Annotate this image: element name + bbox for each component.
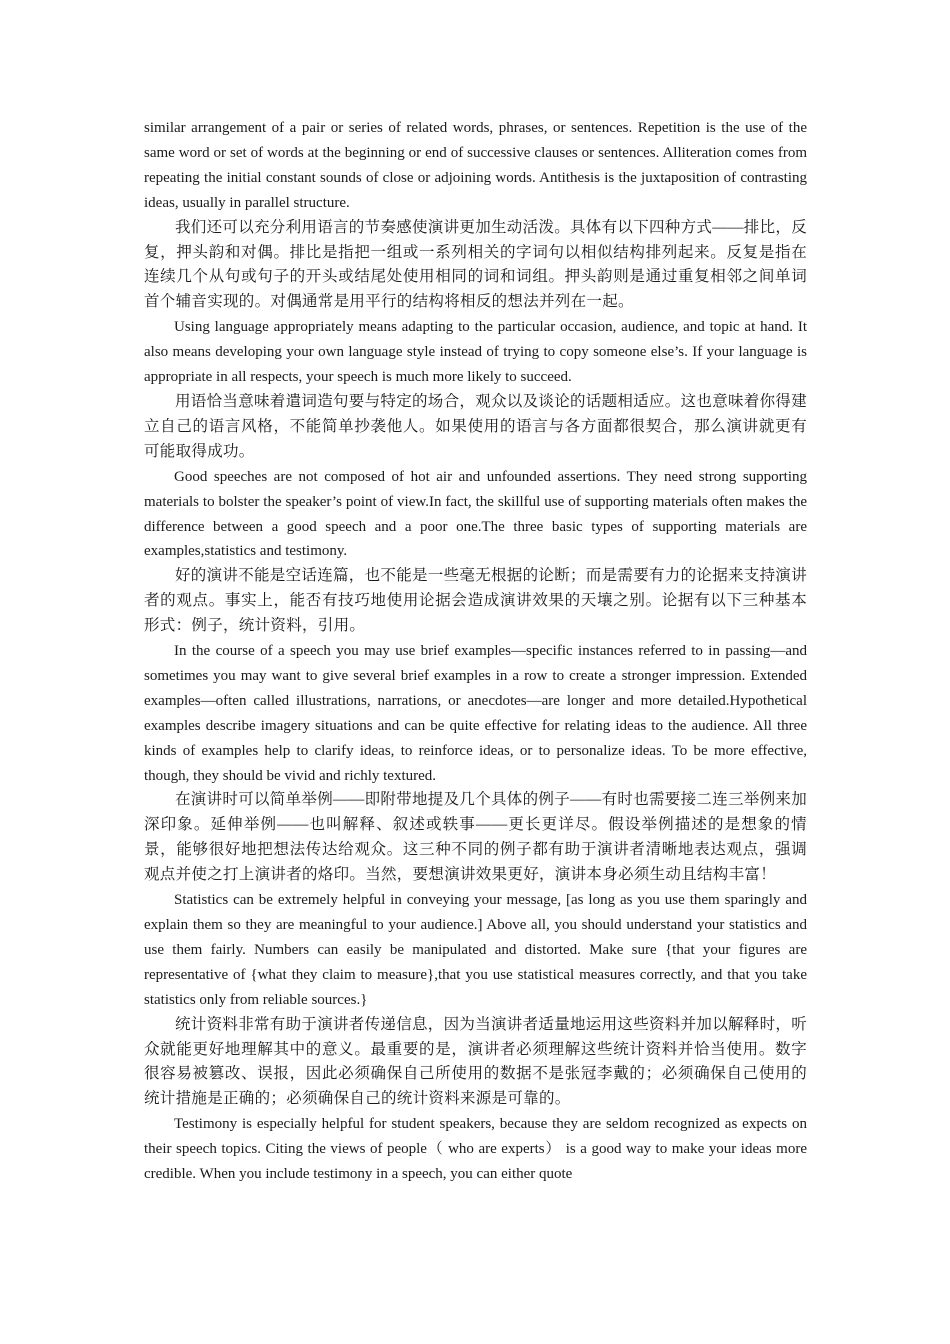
paragraph-examples-zh: 在演讲时可以简单举例——即附带地提及几个具体的例子——有时也需要接二连三举例来加深印象。延伸举例——也叫解释、叙述或轶事——更长更详尽。假设举例描述的是想象的情景，能够很好地把想法传达给观众。这三种不同的例子都有助于演讲者清晰地表达观点，强调观点并使之打上演讲者的烙印。当然，要想演讲效果更好，演讲本身必须生动且结构丰富！ [144,791,808,884]
paragraph-examples-en: In the course of a speech you may use brief examples—specific instances referred to in passing—and sometimes you may want to give several brief examples in a row to create a stronger impression. Extended examples—often called illustrations, narrations, or anecdotes—are longer and more detailed.Hypothetical examples describe imagery situations and can be quite effective for relating ideas to the audience. All three kinds of examples help to clarify ideas, to reinforce ideas, or to personalize ideas. To be more effective, though, they should be vivid and richly textured. [144,643,807,784]
paragraph-supporting-materials-en: Good speeches are not composed of hot air and unfounded assertions. They need strong supporting materials to bolster the speaker’s point of view.In fact, the skillful use of supporting materials often makes the difference between a good speech and a poor one.The three basic types of supporting materials are examples,statistics and testimony. [144,468,807,560]
paragraph-appropriate-language-en: Using language appropriately means adapting to the particular occasion, audience, and topic at hand. It also means developing your own language style instead of trying to copy someone else’s. If your language is appropriate in all respects, your speech is much more likely to succeed. [144,319,807,386]
paragraph-testimony-en: Testimony is especially helpful for student speakers, because they are seldom recognized as expects on their speech topics. Citing the views of people（ who are experts） is a good way to make your ideas more credible. When you include testimony in a speech, you can either quote [144,1116,807,1183]
paragraph-statistics-en: Statistics can be extremely helpful in conveying your message, [as long as you use them sparingly and explain them so they are meaningful to your audience.] Above all, you should understand your statistics and use them fairly. Numbers can easily be manipulated and distorted. Make sure {that your figures are representative of {what they claim to measure},that you use statistical measures correctly, and that you take statistics only from reliable sources.} [144,892,807,1008]
paragraph-rhetoric-devices-zh: 我们还可以充分利用语言的节奏感使演讲更加生动活泼。具体有以下四种方式——排比，反复，押头韵和对偶。排比是指把一组或一系列相关的字词句以相似结构排列起来。反复是指在连续几个从句或句子的开头或结尾处使用相同的词和词组。押头韵则是通过重复相邻之间单词首个辅音实现的。对偶通常是用平行的结构将相反的想法并列在一起。 [144,218,808,311]
paragraph-supporting-materials-zh: 好的演讲不能是空话连篇，也不能是一些毫无根据的论断；而是需要有力的论据来支持演讲者的观点。事实上，能否有技巧地使用论据会造成演讲效果的天壤之别。论据有以下三种基本形式：例子，统计资料，引用。 [144,567,808,635]
paragraph-statistics-zh: 统计资料非常有助于演讲者传递信息，因为当演讲者适量地运用这些资料并加以解释时，听众就能更好地理解其中的意义。最重要的是，演讲者必须理解这些统计资料并恰当使用。数字很容易被篡改、误报，因此必须确保自己所使用的数据不是张冠李戴的；必须确保自己使用的统计措施是正确的；必须确保自己的统计资料来源是可靠的。 [144,1015,808,1108]
document-body [144,116,807,1187]
paragraph-rhetoric-devices-en: similar arrangement of a pair or series of related words, phrases, or sentences. Repetition is the use of the same word or set of words at the beginning or end of successive clauses or sentences. Alliteration comes from repeating the initial constant sounds of close or adjoining words. Antithesis is the juxtaposition of contrasting ideas, usually in parallel structure. [144,120,807,211]
paragraph-appropriate-language-zh: 用语恰当意味着遣词造句要与特定的场合，观众以及谈论的话题相适应。这也意味着你得建立自己的语言风格，不能简单抄袭他人。如果使用的语言与各方面都很契合，那么演讲就更有可能取得成功。 [144,392,808,460]
